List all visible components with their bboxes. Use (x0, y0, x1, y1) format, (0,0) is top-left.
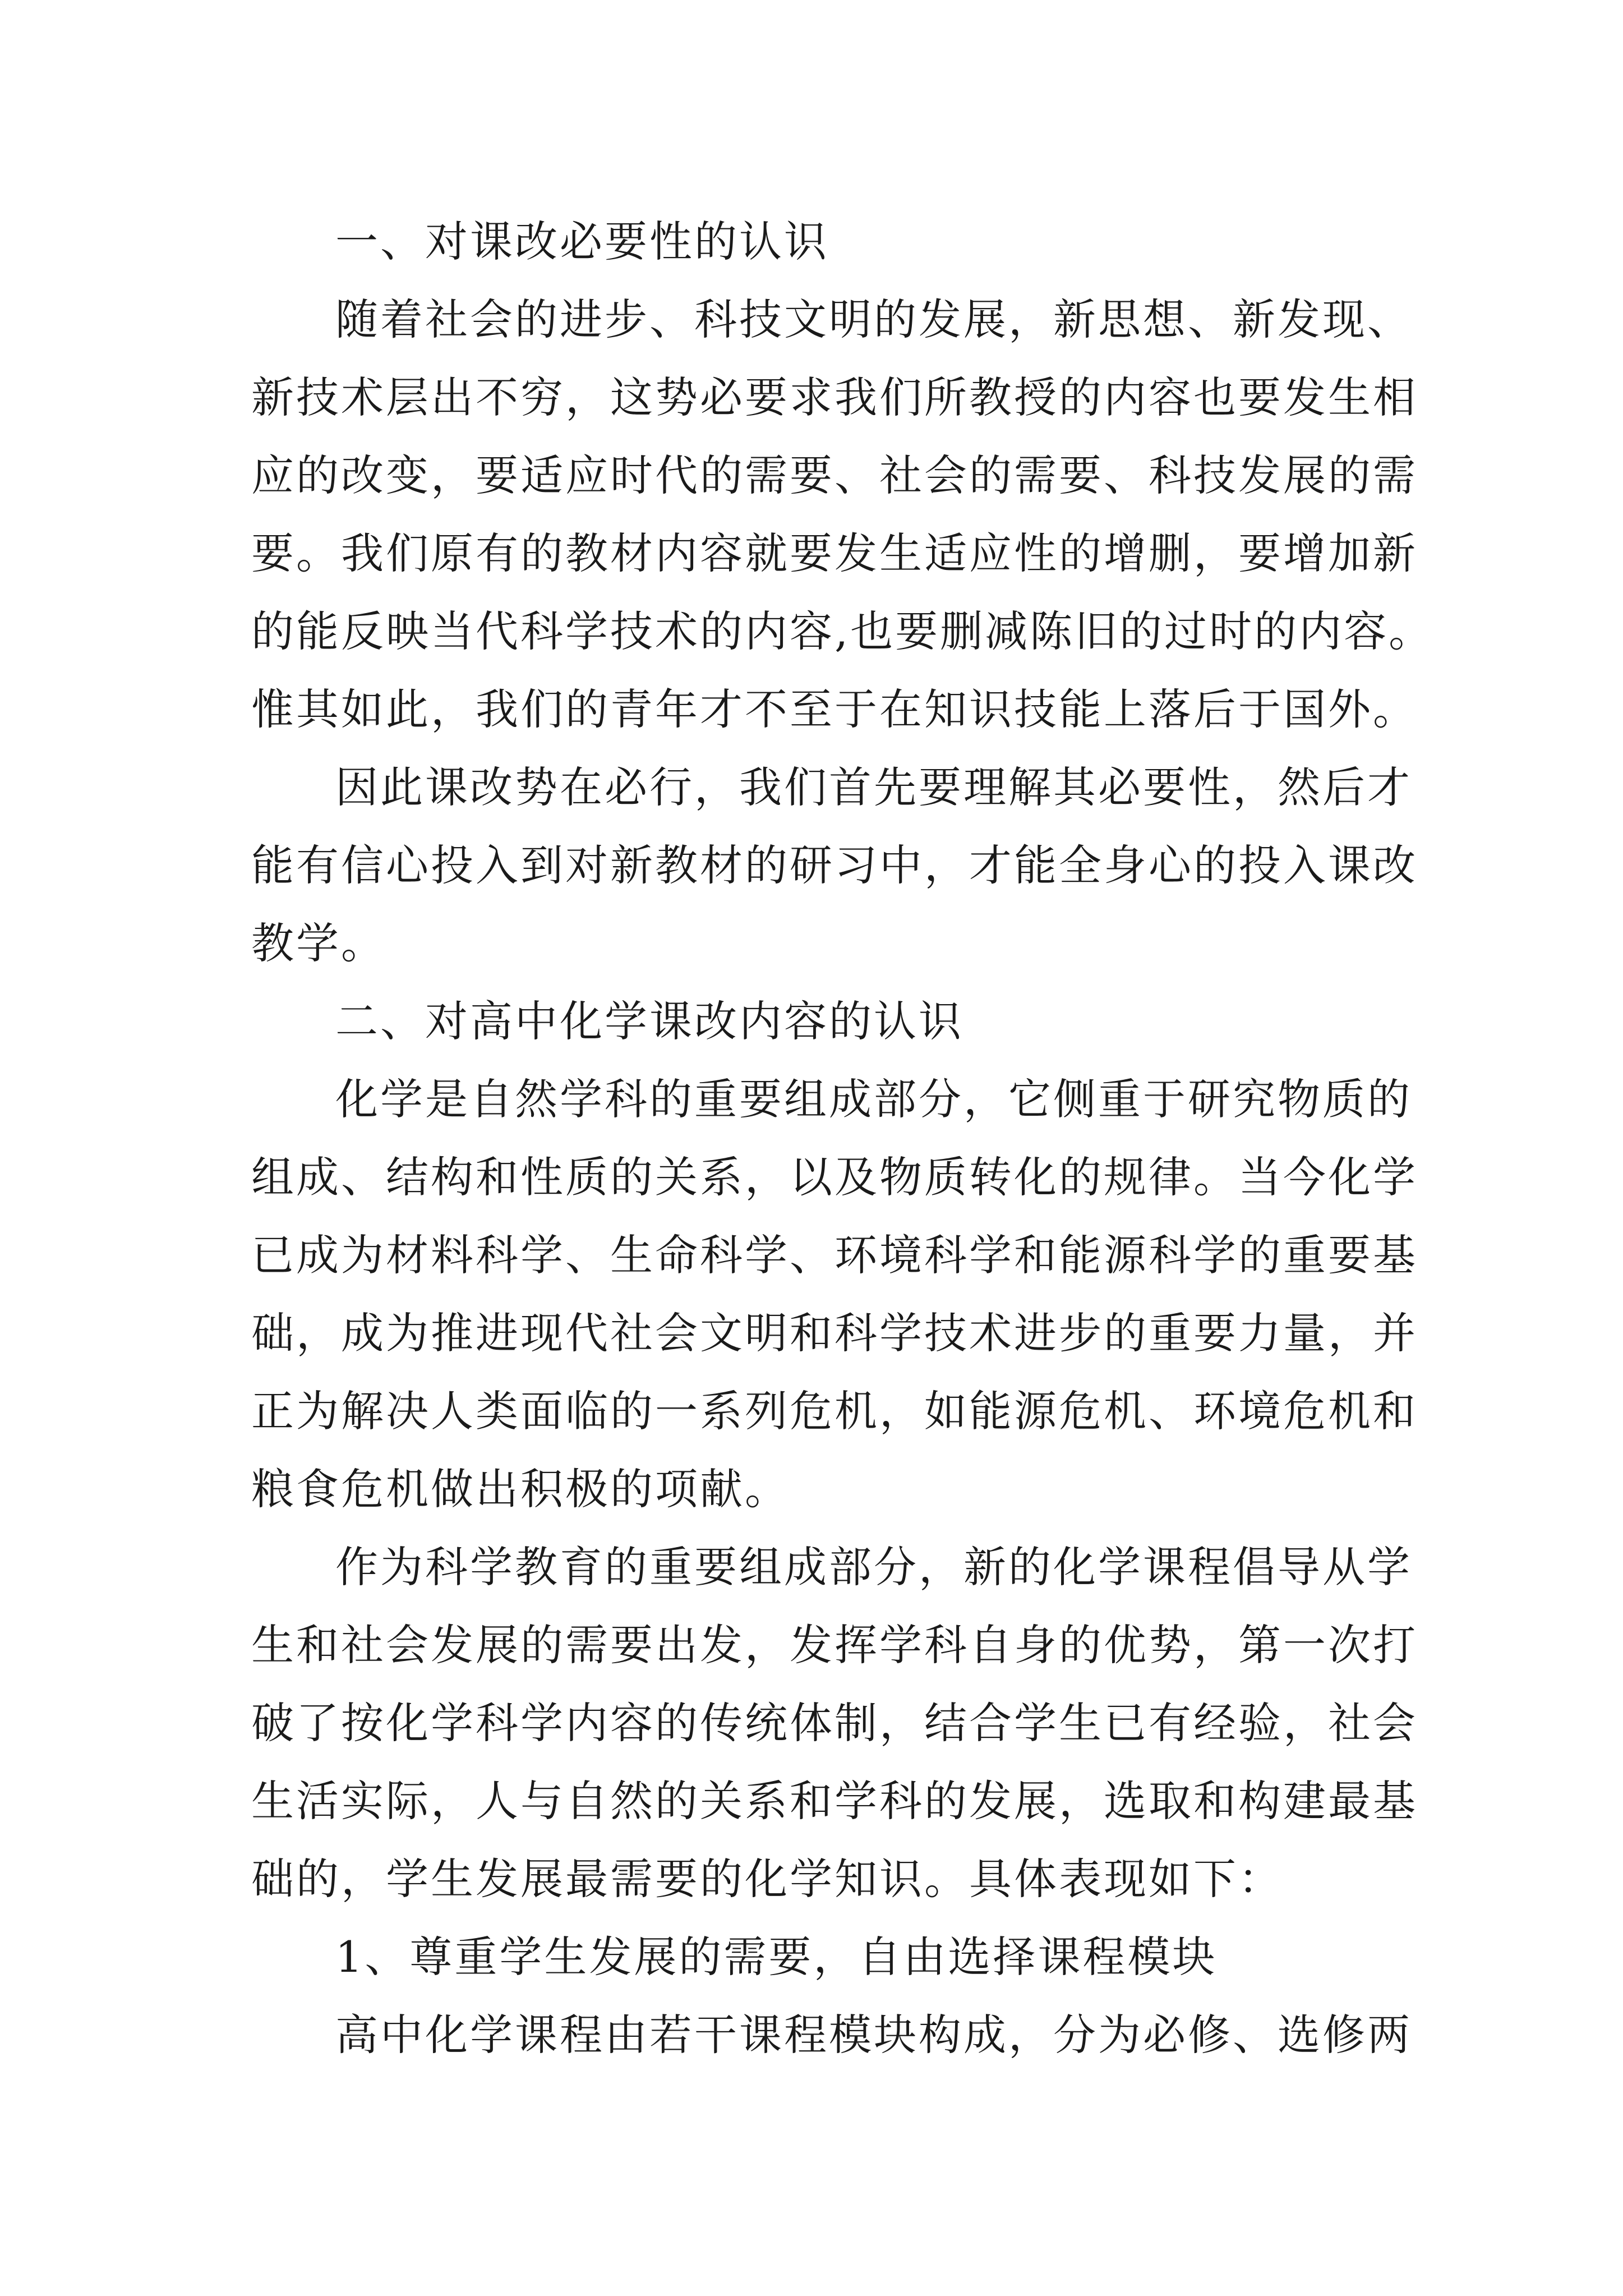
subheading-1: 1、尊重学生发展的需要，自由选择课程模块 (335, 1932, 1218, 1982)
text-line: 因此课改势在必行，我们首先要理解其必要性，然后才 (335, 762, 1412, 812)
heading-1: 一、对课改必要性的认识 (335, 217, 829, 266)
text-line: 础，成为推进现代社会文明和科学技术进步的重要力量，并 (251, 1308, 1418, 1358)
text-line: 生活实际，人与自然的关系和学科的发展，选取和构建最基 (251, 1776, 1418, 1826)
text-line: 教学。 (251, 918, 386, 968)
text-line: 破了按化学科学内容的传统体制，结合学生已有经验，社会 (251, 1698, 1418, 1748)
text-line: 正为解决人类面临的一系列危机，如能源危机、环境危机和 (251, 1386, 1418, 1436)
text-line: 要。我们原有的教材内容就要发生适应性的增删，要增加新 (251, 528, 1418, 578)
text-line: 础的，学生发展最需要的化学知识。具体表现如下： (251, 1854, 1283, 1904)
heading-2: 二、对高中化学课改内容的认识 (335, 996, 963, 1046)
text-line: 的能反映当代科学技术的内容,也要删减陈旧的过时的内容。 (251, 606, 1434, 656)
text-line: 作为科学教育的重要组成部分，新的化学课程倡导从学 (335, 1542, 1412, 1592)
text-line: 化学是自然学科的重要组成部分，它侧重于研究物质的 (335, 1074, 1412, 1124)
text-line: 惟其如此，我们的青年才不至于在知识技能上落后于国外。 (251, 684, 1418, 734)
text-line: 应的改变，要适应时代的需要、社会的需要、科技发展的需 (251, 450, 1418, 500)
text-line: 新技术层出不穷，这势必要求我们所教授的内容也要发生相 (251, 372, 1418, 422)
text-line: 高中化学课程由若干课程模块构成，分为必修、选修两 (335, 2010, 1412, 2060)
text-line: 组成、结构和性质的关系，以及物质转化的规律。当今化学 (251, 1152, 1418, 1202)
text-line: 生和社会发展的需要出发，发挥学科自身的优势，第一次打 (251, 1620, 1418, 1670)
text-line: 能有信心投入到对新教材的研习中，才能全身心的投入课改 (251, 840, 1418, 890)
text-line: 已成为材料科学、生命科学、环境科学和能源科学的重要基 (251, 1230, 1418, 1280)
text-line: 粮食危机做出积极的项献。 (251, 1464, 790, 1514)
text-line: 随着社会的进步、科技文明的发展，新思想、新发现、 (335, 295, 1412, 344)
